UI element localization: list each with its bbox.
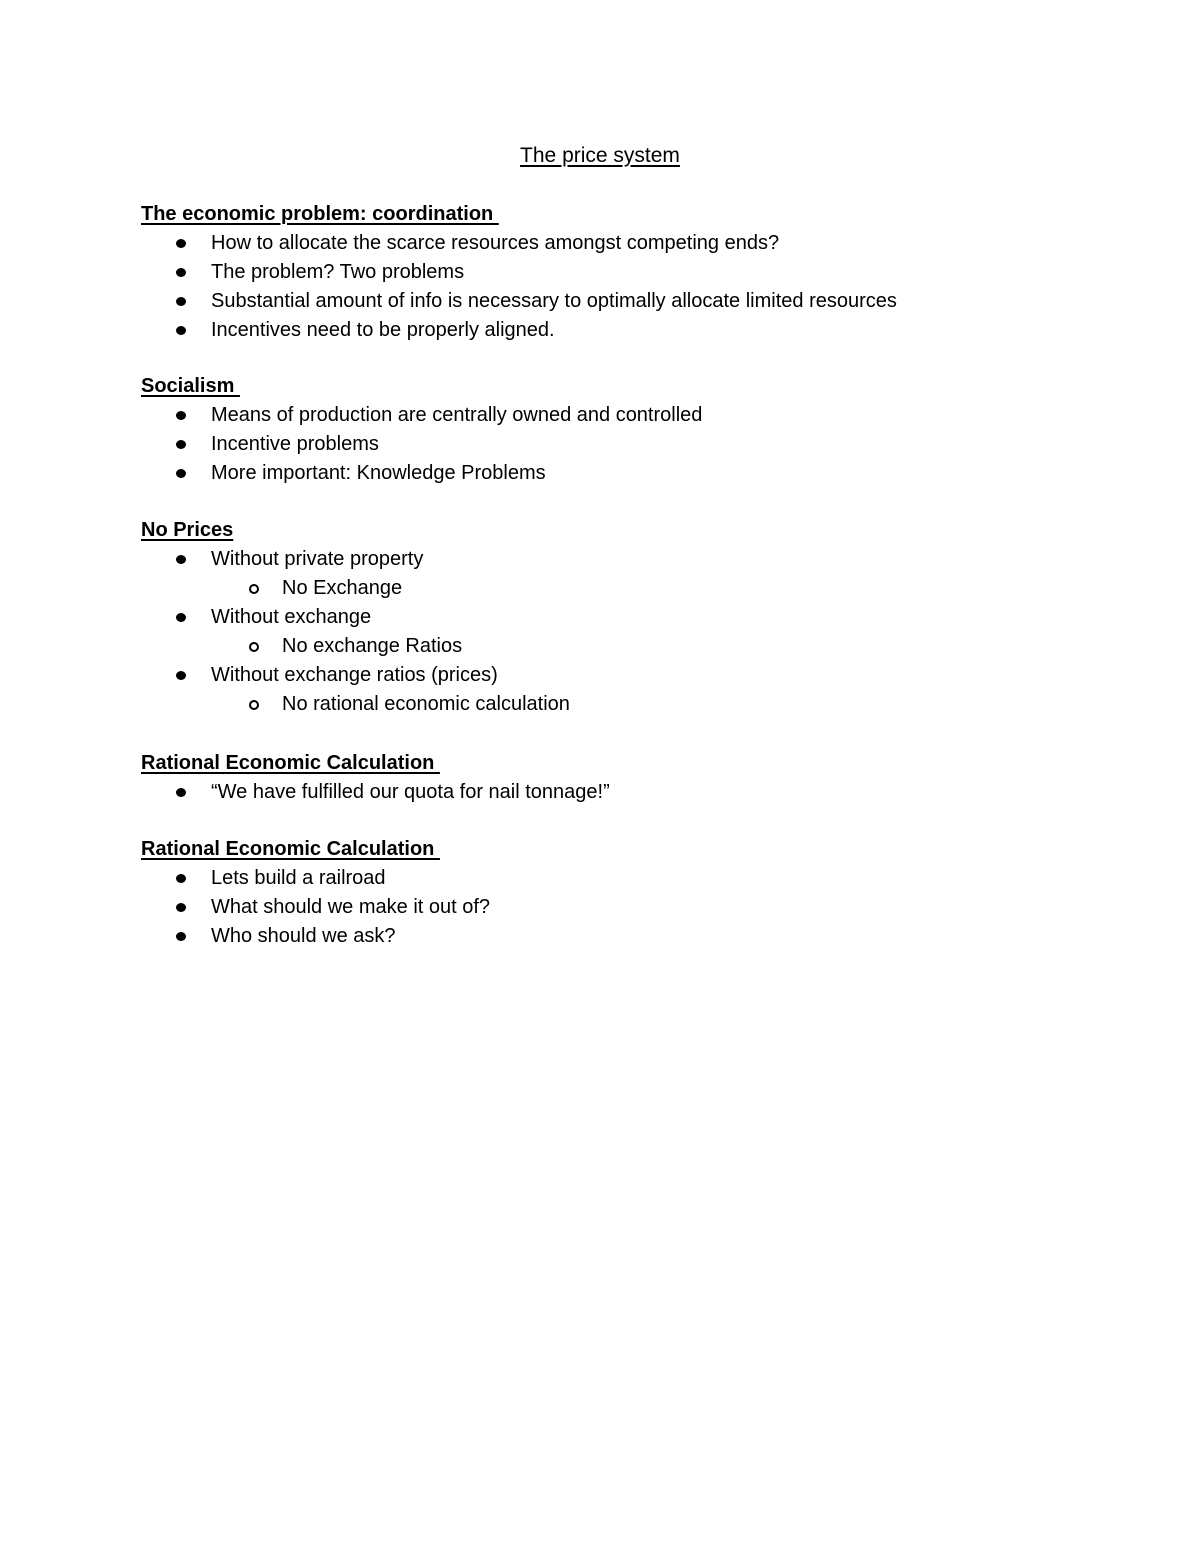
bullet-icon [176, 297, 186, 306]
bullet-icon [176, 671, 186, 680]
bullet-icon [176, 268, 186, 277]
list-item: Means of production are centrally owned and controlled [141, 401, 1041, 430]
sub-bullet-list [141, 574, 1041, 603]
section-rational-calculation-2 [141, 835, 1041, 951]
bullet-icon [176, 874, 186, 883]
list-item: Who should we ask? [141, 922, 1041, 951]
list-item: Incentives need to be properly aligned. [141, 316, 1041, 345]
hollow-bullet-icon [249, 642, 259, 652]
bullet-list [141, 229, 1041, 345]
list-item: Incentive problems [141, 430, 1041, 459]
sub-list-item: No rational economic calculation [141, 690, 1041, 719]
bullet-icon [176, 411, 186, 420]
hollow-bullet-icon [249, 700, 259, 710]
section-heading: No Prices [141, 519, 234, 541]
list-item: Without private property [141, 545, 1041, 574]
sub-bullet-list [141, 632, 1041, 661]
bullet-list [141, 864, 1041, 951]
section-heading: Socialism [141, 375, 240, 397]
bullet-icon [176, 788, 186, 797]
bullet-list [141, 401, 1041, 488]
list-item: More important: Knowledge Problems [141, 459, 1041, 488]
bullet-list [141, 545, 1041, 574]
bullet-icon [176, 903, 186, 912]
section-heading: Rational Economic Calculation [141, 838, 440, 860]
section-rational-calculation-1 [141, 749, 1041, 807]
list-item: Without exchange ratios (prices) [141, 661, 1041, 690]
hollow-bullet-icon [249, 584, 259, 594]
sub-list-item: No Exchange [141, 574, 1041, 603]
page-title: The price system [520, 144, 680, 167]
bullet-icon [176, 613, 186, 622]
list-item: How to allocate the scarce resources amongst competing ends? [141, 229, 1041, 258]
list-item: The problem? Two problems [141, 258, 1041, 287]
bullet-list [141, 603, 1041, 632]
list-item: Substantial amount of info is necessary to optimally allocate limited resources [141, 287, 1041, 316]
list-item: “We have fulfilled our quota for nail tonnage!” [141, 778, 1041, 807]
sub-list-item: No exchange Ratios [141, 632, 1041, 661]
list-item: Lets build a railroad [141, 864, 1041, 893]
bullet-icon [176, 555, 186, 564]
list-item: What should we make it out of? [141, 893, 1041, 922]
bullet-list [141, 661, 1041, 690]
section-no-prices [141, 516, 1041, 719]
section-heading: The economic problem: coordination [141, 203, 499, 225]
bullet-icon [176, 440, 186, 449]
bullet-icon [176, 469, 186, 478]
section-heading: Rational Economic Calculation [141, 752, 440, 774]
bullet-list [141, 778, 1041, 807]
bullet-icon [176, 326, 186, 335]
bullet-icon [176, 932, 186, 941]
section-economic-problem [141, 200, 1041, 345]
list-item: Without exchange [141, 603, 1041, 632]
sub-bullet-list [141, 690, 1041, 719]
section-socialism [141, 372, 1041, 488]
bullet-icon [176, 239, 186, 248]
